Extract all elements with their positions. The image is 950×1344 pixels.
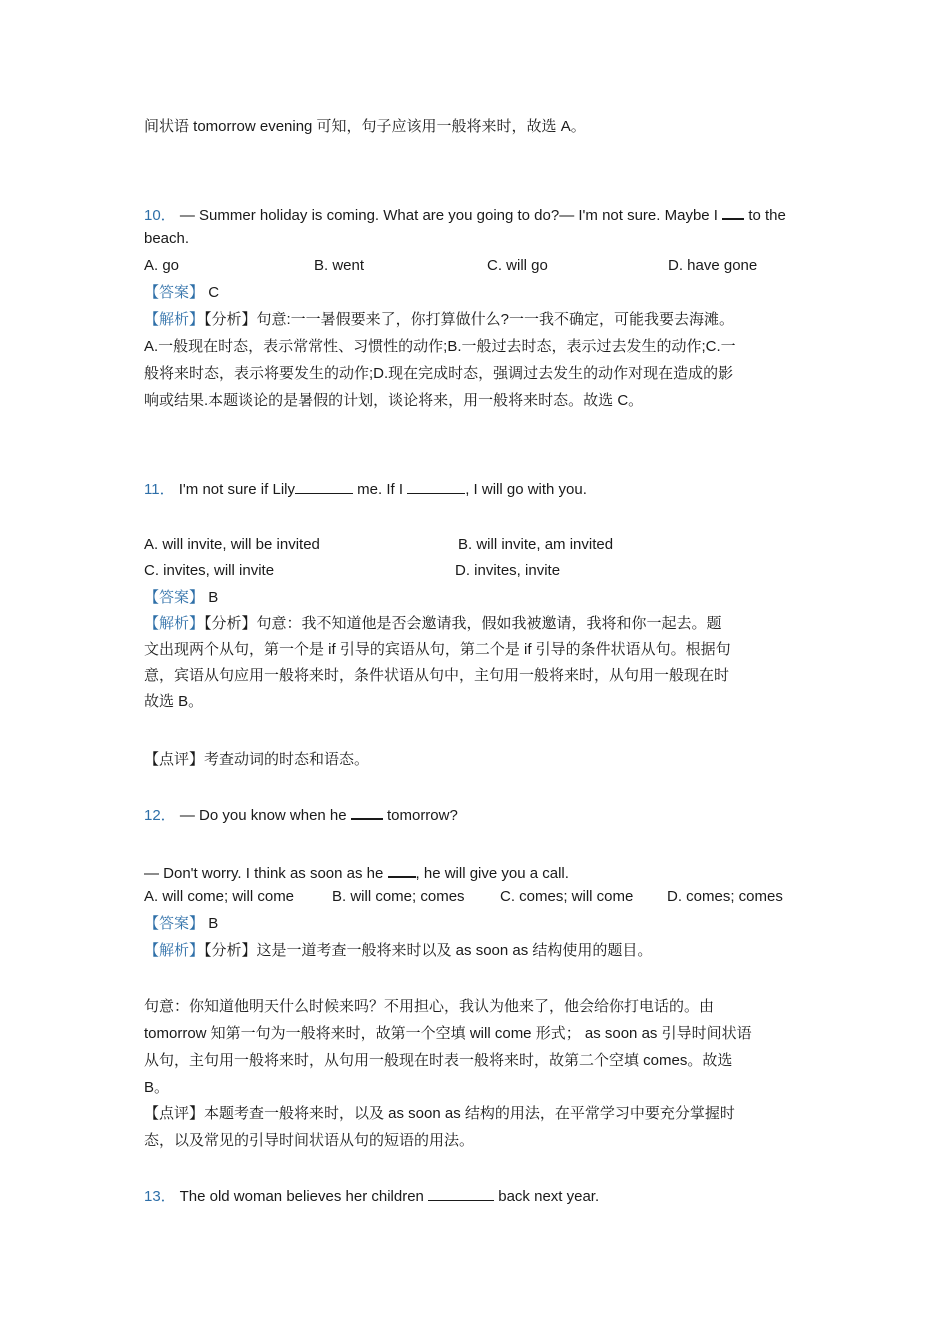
- answer-blank: [722, 203, 744, 220]
- analysis-tag: 【解析】: [144, 615, 205, 632]
- answer-tag: 【答案】: [144, 915, 205, 932]
- analysis-line: 从句，主句用一般将来时，从句用一般现在时表一般将来时，故第二个空填 comes。故选: [144, 1052, 733, 1069]
- analysis-line: 般将来时态，表示将要发生的动作;D.现在完成时态，强调过去发生的动作对现在造成的影: [144, 365, 734, 382]
- option-d: D. have gone: [668, 257, 758, 274]
- question-11-stem: [144, 478, 824, 500]
- answer-line: [144, 588, 824, 608]
- stem-text: tomorrow?: [386, 807, 458, 824]
- option-c: C. invites, will invite: [144, 562, 275, 579]
- option-a: A. will invite, will be invited: [144, 536, 320, 553]
- question-number: 12．: [144, 807, 176, 824]
- option-d: D. comes; comes: [667, 888, 783, 905]
- question-12-stem: [144, 803, 824, 826]
- analysis-line: [144, 941, 824, 961]
- analysis-tag: 【解析】: [144, 942, 205, 959]
- analysis-text: 【分析】句意:一一暑假要来了，你打算做什么?一一我不确定，可能我要去海滩。: [204, 311, 735, 328]
- option-c: C. comes; will come: [500, 888, 634, 905]
- question-12-stem-2: [144, 861, 824, 884]
- question-number: 11．: [144, 481, 175, 498]
- comment-line: 态，以及常见的引导时间状语从句的短语的用法。: [144, 1132, 475, 1149]
- answer-value: C: [208, 284, 220, 301]
- stem-text: — Do you know when he: [179, 807, 347, 824]
- answer-blank: [388, 861, 416, 878]
- answer-tag: 【答案】: [144, 284, 205, 301]
- answer-blank: [295, 478, 353, 494]
- stem-text: , he will give you a call.: [415, 865, 569, 882]
- answer-line: [144, 283, 824, 303]
- question-number: 13．: [144, 1188, 176, 1205]
- analysis-line: A.一般现在时态，表示常常性、习惯性的动作;B.一般过去时态，表示过去发生的动作;C.一: [144, 338, 736, 355]
- answer-value: B: [208, 915, 219, 932]
- comment-line: 【点评】考查动词的时态和语态。: [144, 751, 370, 768]
- option-b: B. will come; comes: [332, 888, 465, 905]
- stem-text: The old woman believes her children: [179, 1188, 424, 1205]
- stem-text: me. If I: [357, 481, 404, 498]
- question-number: 10．: [144, 207, 176, 224]
- answer-blank: [428, 1185, 494, 1201]
- analysis-line: [144, 614, 824, 634]
- stem-text: back next year.: [498, 1188, 600, 1205]
- question-10-stem: [144, 203, 824, 226]
- question-13-stem: [144, 1185, 824, 1207]
- option-b: B. will invite, am invited: [458, 536, 614, 553]
- analysis-line: 句意：你知道他明天什么时候来吗？不用担心，我认为他来了，他会给你打电话的。由: [144, 998, 715, 1015]
- stem-text: I'm not sure if Lily: [178, 481, 295, 498]
- option-d: D. invites, invite: [455, 562, 561, 579]
- stem-text: , I will go with you.: [465, 481, 587, 498]
- analysis-line: 意，宾语从句应用一般将来时，条件状语从句中，主句用一般将来时，从句用一般现在时: [144, 667, 730, 684]
- comment-line: 【点评】本题考查一般将来时，以及 as soon as 结构的用法，在平常学习中要充分掌握时: [144, 1105, 735, 1122]
- intro-line: 间状语 tomorrow evening 可知，句子应该用一般将来时，故选 A。: [144, 118, 586, 135]
- answer-tag: 【答案】: [144, 589, 205, 606]
- option-a: A. will come; will come: [144, 888, 295, 905]
- analysis-line: 故选 B。: [144, 693, 204, 710]
- analysis-line: [144, 310, 824, 330]
- analysis-text: 【分析】这是一道考查一般将来时以及 as soon as 结构使用的题目。: [204, 942, 653, 959]
- analysis-line: B。: [144, 1079, 170, 1096]
- stem-text: — Don't worry. I think as soon as he: [144, 865, 384, 882]
- stem-text: to the: [748, 207, 786, 224]
- analysis-line: 响或结果.本题谈论的是暑假的计划，谈论将来，用一般将来时态。故选 C。: [144, 392, 644, 409]
- answer-blank: [407, 478, 465, 494]
- question-10-stem-cont: beach.: [144, 230, 190, 247]
- analysis-tag: 【解析】: [144, 311, 205, 328]
- stem-text: — Summer holiday is coming. What are you going to do?— I'm not sure. Maybe I: [179, 207, 718, 224]
- answer-blank: [351, 803, 383, 820]
- option-b: B. went: [314, 257, 365, 274]
- answer-value: B: [208, 589, 219, 606]
- option-a: A. go: [144, 257, 180, 274]
- analysis-text: 【分析】句意：我不知道他是否会邀请我，假如我被邀请，我将和你一起去。题: [204, 615, 722, 632]
- analysis-line: 文出现两个从句，第一个是 if 引导的宾语从句，第二个是 if 引导的条件状语从句。根据句: [144, 641, 731, 658]
- option-c: C. will go: [487, 257, 548, 274]
- analysis-line: tomorrow 知第一句为一般将来时，故第一个空填 will come 形式； as soon as 引导时间状语: [144, 1025, 752, 1042]
- answer-line: [144, 914, 824, 934]
